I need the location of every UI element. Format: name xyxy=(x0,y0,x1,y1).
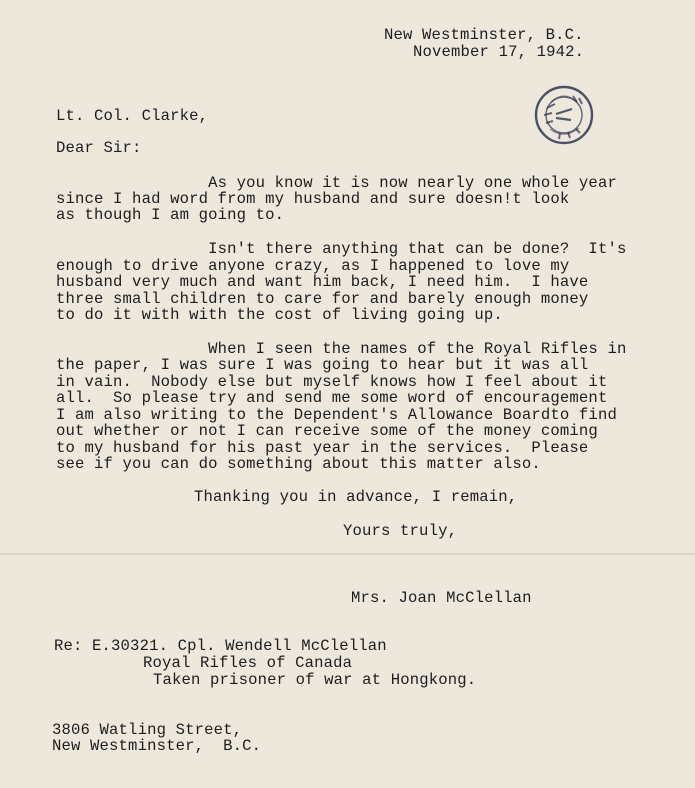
paragraph-3-line-6: out whether or not I can receive some of the money coming xyxy=(56,422,598,440)
reference-line-1: Re: E.30321. Cpl. Wendell McClellan xyxy=(54,637,387,655)
signature-name: Mrs. Joan McClellan xyxy=(351,589,532,607)
paper-fold xyxy=(0,553,695,555)
paragraph-3-line-2: the paper, I was sure I was going to hear but it was all xyxy=(56,356,589,374)
paragraph-2-line-5: to do it with with the cost of living going up. xyxy=(56,306,503,324)
paragraph-3-line-8: see if you can do something about this matter also. xyxy=(56,455,541,473)
paragraph-3-line-7: to my husband for his past year in the services. Please xyxy=(56,439,589,457)
paragraph-2-line-3: husband very much and want him back, I need him. I have xyxy=(56,273,589,291)
closing-line: Thanking you in advance, I remain, xyxy=(194,488,518,506)
paragraph-1-line-1: As you know it is now nearly one whole year xyxy=(56,174,617,192)
paragraph-3-line-1: When I seen the names of the Royal Rifles in xyxy=(56,340,627,358)
paragraph-2-line-1: Isn't there anything that can be done? It's xyxy=(56,240,627,258)
sign-off: Yours truly, xyxy=(343,522,458,540)
letter-date: November 17, 1942. xyxy=(413,43,585,61)
received-stamp-icon xyxy=(533,84,595,146)
reference-line-3: Taken prisoner of war at Hongkong. xyxy=(153,671,477,689)
address-city: New Westminster, B.C. xyxy=(384,26,584,44)
paragraph-2-line-2: enough to drive anyone crazy, as I happened to love my xyxy=(56,257,570,275)
sender-address-line-2: New Westminster, B.C. xyxy=(52,737,262,755)
recipient-name: Lt. Col. Clarke, xyxy=(56,107,209,125)
salutation: Dear Sir: xyxy=(56,139,142,157)
paragraph-3-line-5: I am also writing to the Dependent's Allowance Boardto find xyxy=(56,406,617,424)
reference-line-2: Royal Rifles of Canada xyxy=(143,654,353,672)
paragraph-1-line-2: since I had word from my husband and sure doesn!t look xyxy=(56,190,570,208)
sender-address-line-1: 3806 Watling Street, xyxy=(52,721,243,739)
paragraph-3-line-3: in vain. Nobody else but myself knows how I feel about it xyxy=(56,373,608,391)
paragraph-1-line-3: as though I am going to. xyxy=(56,206,285,224)
paragraph-3-line-4: all. So please try and send me some word of encouragement xyxy=(56,389,608,407)
paragraph-2-line-4: three small children to care for and barely enough money xyxy=(56,290,589,308)
